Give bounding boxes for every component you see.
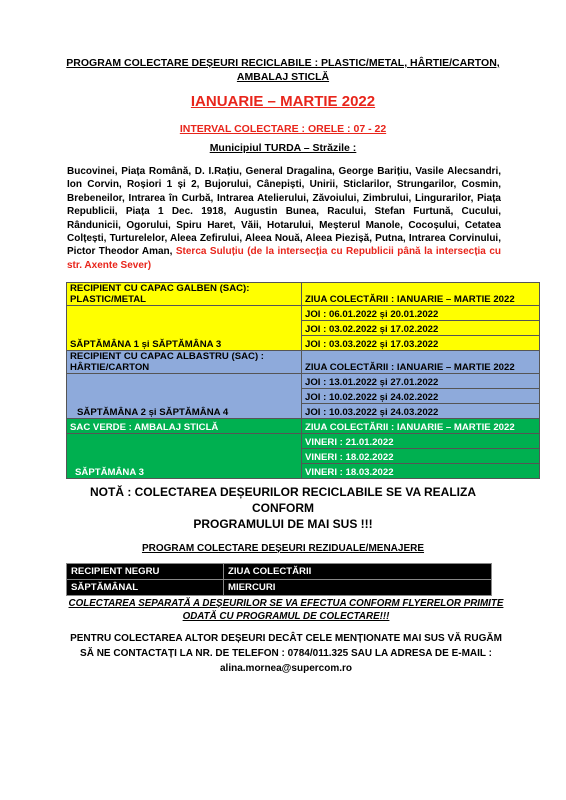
green-weeks-cell: SĂPTĂMÂNA 3	[67, 434, 302, 479]
italic-line-2: ODATĂ CU PROGRAMUL DE COLECTARE!!!	[182, 611, 390, 622]
blue-recipient-line-1: RECIPIENT CU CAPAC ALBASTRU (SAC) :	[70, 351, 265, 362]
green-date-1: VINERI : 21.01.2022	[302, 434, 540, 449]
street-list	[67, 165, 501, 272]
residual-row-2	[67, 580, 492, 596]
green-date-3: VINERI : 18.03.2022	[302, 464, 540, 479]
blue-date-3: JOI : 10.03.2022 și 24.03.2022	[302, 404, 540, 419]
contact-paragraph	[66, 631, 506, 676]
nota-line-2: PROGRAMULUI DE MAI SUS !!!	[193, 517, 373, 531]
street-list-text: Bucovinei, Piața Română, D. I.Rațiu, General Dragalina, George Barițiu, Vasile Alecsandri, Ion Corvin, Roșiori 1 și 2, Bujorului, Cânepiști, Unirii, Sticlarilor, Strungarilor, Cosmin, Brebeneilor, Intrarea în Curbă, Intrarea Atelierului, Zăvoiului, Zimbrului, Lingurarilor, Piața Republicii, Piața 1 Dec. 1918, Augustin Bunea, Racului, Stefan Furtună, Cucului, Rândunicii, Ogorului, Spiru Haret, Văii, Hotarului, Meșterul Manole, Cocoșului, Cetatea Colțești, Turturelelor, Aleea Zefirului, Aleea Nouă, Aleea Piezișă, Putna, Intrarea Corvinului, Pictor Theodor Aman,	[67, 166, 501, 258]
yellow-recipient-line-1: RECIPIENT CU CAPAC GALBEN (SAC):	[70, 283, 250, 294]
blue-recipient-cell	[67, 351, 302, 374]
interval-heading: INTERVAL COLECTARE : ORELE : 07 - 22	[179, 123, 387, 135]
residual-cell-frequency: SĂPTĂMÂNAL	[67, 580, 224, 596]
residual-cell-day-header: ZIUA COLECTĂRII	[224, 564, 492, 580]
recycling-schedule-table	[66, 282, 540, 479]
yellow-date-1: JOI : 06.01.2022 și 20.01.2022	[302, 306, 540, 321]
residual-row-1	[67, 564, 492, 580]
separate-collection-note	[66, 597, 506, 623]
residual-cell-day: MIERCURI	[224, 580, 492, 596]
yellow-recipient-cell	[67, 283, 302, 306]
yellow-row-date-1	[67, 306, 540, 321]
contact-line-1: PENTRU COLECTAREA ALTOR DEȘEURI DECÂT CELE MENȚIONATE MAI SUS VĂ RUGĂM	[70, 633, 502, 644]
period-heading: IANUARIE – MARTIE 2022	[190, 93, 376, 110]
blue-date-2: JOI : 10.02.2022 și 24.02.2022	[302, 389, 540, 404]
yellow-recipient-line-2: PLASTIC/METAL	[70, 294, 147, 305]
contact-line-2: SĂ NE CONTACTAȚI LA NR. DE TELEFON : 0784/011.325 SAU LA ADRESA DE E-MAIL :	[80, 648, 492, 659]
yellow-date-2: JOI : 03.02.2022 și 17.02.2022	[302, 321, 540, 336]
blue-date-1: JOI : 13.01.2022 și 27.01.2022	[302, 374, 540, 389]
contact-email: alina.mornea@supercom.ro	[219, 663, 352, 674]
residual-schedule-table	[66, 563, 492, 596]
italic-line-1: COLECTAREA SEPARATĂ A DEȘEURILOR SE VA EFECTUA CONFORM FLYERELOR PRIMITE	[68, 598, 504, 609]
green-row-header	[67, 419, 540, 434]
title-line-1: PROGRAM COLECTARE DEȘEURI RECICLABILE : PLASTIC/METAL, HÂRTIE/CARTON,	[66, 57, 500, 69]
blue-row-header	[67, 351, 540, 374]
green-date-2: VINERI : 18.02.2022	[302, 449, 540, 464]
yellow-weeks-cell: SĂPTĂMÂNA 1 și SĂPTĂMÂNA 3	[67, 306, 302, 351]
blue-day-header: ZIUA COLECTĂRII : IANUARIE – MARTIE 2022	[302, 351, 540, 374]
residual-cell-recipient: RECIPIENT NEGRU	[67, 564, 224, 580]
yellow-date-3: JOI : 03.03.2022 și 17.03.2022	[302, 336, 540, 351]
yellow-row-header	[67, 283, 540, 306]
blue-recipient-line-2: HÂRTIE/CARTON	[70, 362, 150, 373]
nota-line-1: NOTĂ : COLECTAREA DEȘEURILOR RECICLABILE SE VA REALIZA CONFORM	[89, 485, 476, 515]
green-day-header: ZIUA COLECTĂRII : IANUARIE – MARTIE 2022	[302, 419, 540, 434]
document-title	[60, 56, 506, 84]
yellow-day-header: ZIUA COLECTĂRII : IANUARIE – MARTIE 2022	[302, 283, 540, 306]
blue-weeks-cell: SĂPTĂMÂNA 2 și SĂPTĂMÂNA 4	[67, 374, 302, 419]
blue-row-date-1	[67, 374, 540, 389]
green-row-date-1	[67, 434, 540, 449]
green-recipient-cell: SAC VERDE : AMBALAJ STICLĂ	[67, 419, 302, 434]
title-line-2: AMBALAJ STICLĂ	[236, 71, 330, 83]
municipality-heading: Municipiul TURDA – Străzile :	[209, 142, 357, 154]
street-list-red-note: Sterca Suluțiu (de la intersecția cu Republicii până la intersecția cu str. Axente Sever)	[67, 246, 501, 271]
nota-paragraph	[60, 484, 506, 532]
residual-title: PROGRAM COLECTARE DEȘEURI REZIDUALE/MENAJERE	[141, 543, 425, 554]
